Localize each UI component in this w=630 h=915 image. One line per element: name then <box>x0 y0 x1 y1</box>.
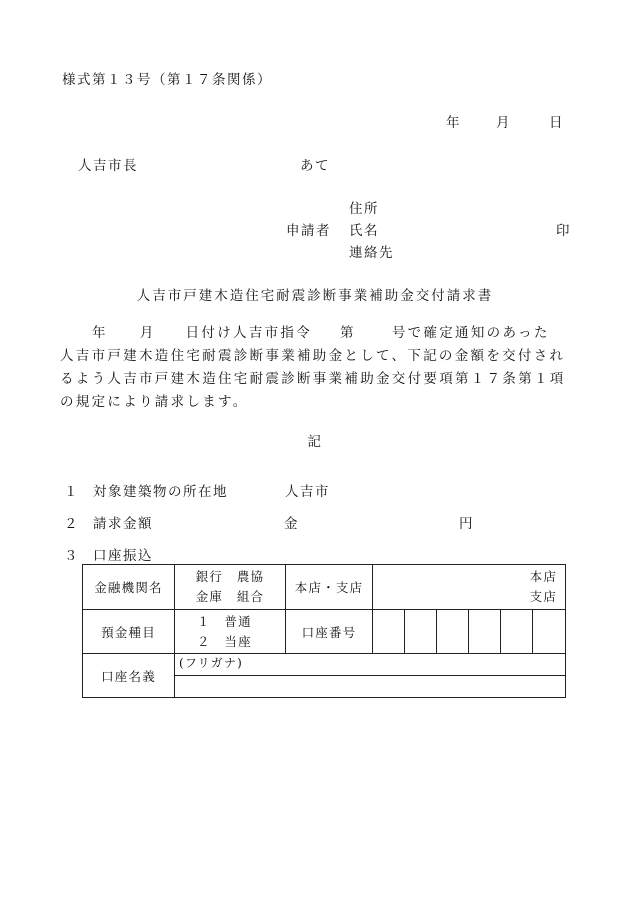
branch-label: 本店・支店 <box>286 565 373 610</box>
deposit-row <box>83 610 566 654</box>
body-line-3: るよう人吉市戸建木造住宅耐震診断事業補助金交付要項第１７条第１項 <box>60 371 566 387</box>
branch-field[interactable]: 本店 支店 <box>373 565 566 610</box>
furigana-row <box>83 654 566 676</box>
form-number: 様式第１３号（第１７条関係） <box>62 72 272 88</box>
account-number-digit[interactable] <box>501 610 533 654</box>
amount-prefix: 金 <box>284 516 299 532</box>
ki-heading: 記 <box>307 434 323 450</box>
bank-account-table <box>82 564 566 698</box>
contact-label: 連絡先 <box>349 245 394 261</box>
item-amount: ２ 請求金額 <box>64 516 153 532</box>
body-line-1: 年 月 日付け人吉市指令 第 号で確定通知のあった <box>92 325 550 341</box>
account-name-label: 口座名義 <box>83 654 175 698</box>
item-location: １ 対象建築物の所在地 <box>64 484 228 500</box>
furigana-field[interactable]: (フリガナ) <box>175 654 566 676</box>
account-number-label: 口座番号 <box>286 610 373 654</box>
deposit-type-options[interactable]: １ 普通 ２ 当座 <box>175 610 286 654</box>
item-location-value: 人吉市 <box>285 484 330 500</box>
name-label: 氏名 <box>349 223 379 239</box>
account-name-field[interactable] <box>175 676 566 698</box>
date-line <box>446 111 564 131</box>
account-number-digit[interactable] <box>405 610 437 654</box>
date-day: 日 <box>549 115 564 131</box>
body-line-4: の規定により請求します。 <box>60 394 249 410</box>
account-number-digit[interactable] <box>437 610 469 654</box>
deposit-type-label: 預金種目 <box>83 610 175 654</box>
request-body <box>60 322 590 414</box>
document-title: 人吉市戸建木造住宅耐震診断事業補助金交付請求書 <box>136 288 494 304</box>
account-number-digit[interactable] <box>373 610 405 654</box>
date-month: 月 <box>496 115 511 131</box>
account-number-digit[interactable] <box>469 610 501 654</box>
date-year: 年 <box>446 115 461 131</box>
institution-label: 金融機関名 <box>83 565 175 610</box>
bank-type-options[interactable]: 銀行 農協 金庫 組合 <box>175 565 286 610</box>
amount-unit: 円 <box>459 516 474 532</box>
addressee-name: 人吉市長 <box>78 158 138 174</box>
seal-mark: 印 <box>556 223 571 239</box>
addressee-suffix: あて <box>300 158 330 174</box>
applicant-label: 申請者 <box>286 223 331 239</box>
item-transfer: ３ 口座振込 <box>64 548 153 564</box>
institution-row <box>83 565 566 610</box>
account-number-digit[interactable] <box>533 610 566 654</box>
body-line-2: 人吉市戸建木造住宅耐震診断事業補助金として、下記の金額を交付され <box>60 348 566 364</box>
address-label: 住所 <box>349 201 379 217</box>
